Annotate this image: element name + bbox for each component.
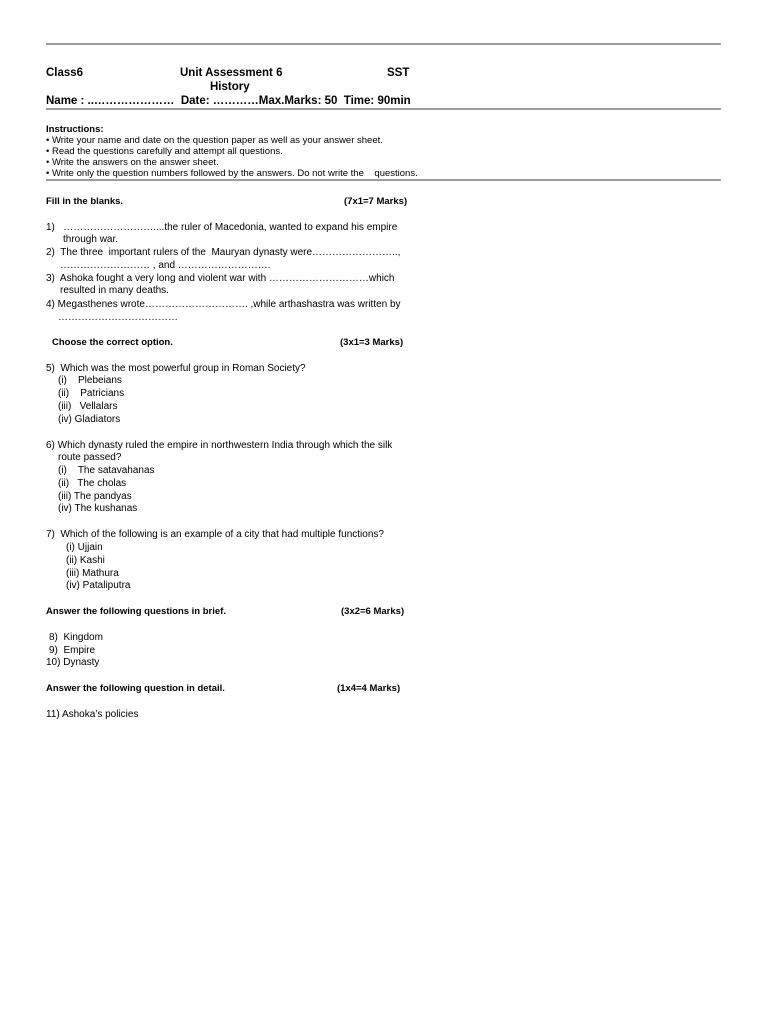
question-line: 3) Ashoka fought a very long and violent war with …………………………which (46, 273, 395, 284)
question-line: 8) Kingdom (49, 632, 103, 643)
question-line: 1) ………………………....the ruler of Macedonia, wanted to expand his empire (46, 222, 398, 233)
question-line: 9) Empire (49, 645, 96, 656)
option-item: (i) Ujjain (66, 542, 103, 553)
section-heading: Answer the following questions in brief. (46, 606, 226, 617)
header-rule (46, 108, 721, 110)
option-item: (ii) The cholas (58, 478, 127, 489)
section-marks: (3x1=3 Marks) (340, 337, 404, 348)
question-line: ……………………………… (58, 312, 178, 323)
question-line: 2) The three important rulers of the Mauryan dynasty were…………………….., (46, 247, 401, 258)
option-item: (iv) Pataliputra (66, 580, 131, 591)
section-marks: (7x1=7 Marks) (344, 196, 408, 207)
question-line: route passed? (58, 452, 122, 463)
question-line: 7) Which of the following is an example of a city that had multiple functions? (46, 529, 384, 540)
question-line: through war. (63, 234, 119, 245)
assessment-title: Unit Assessment 6 (180, 67, 283, 79)
section-heading: Choose the correct option. (52, 337, 173, 348)
question-line: ……………………… , and ………………………. (60, 260, 271, 271)
question-line: 6) Which dynasty ruled the empire in northwestern India through which the silk (46, 440, 393, 451)
option-item: (iii) The pandyas (58, 491, 132, 502)
class-label: Class6 (46, 67, 84, 79)
option-item: (i) Plebeians (58, 375, 122, 386)
instruction-item: • Write only the question numbers followed by the answers. Do not write the questions. (46, 168, 418, 179)
instructions-rule (46, 179, 721, 181)
question-line: 5) Which was the most powerful group in Roman Society? (46, 363, 306, 374)
instruction-item: • Read the questions carefully and attempt all questions. (46, 146, 283, 157)
option-item: (iv) The kushanas (58, 503, 138, 514)
section-marks: (1x4=4 Marks) (337, 683, 401, 694)
option-item: (iii) Vellalars (58, 401, 118, 412)
details-line: Name : ..………………… Date: …………Max.Marks: 50 Time: 90min (46, 95, 411, 107)
option-item: (ii) Patricians (58, 388, 125, 399)
top-rule (46, 43, 721, 45)
instructions-heading: Instructions: (46, 124, 104, 135)
instruction-item: • Write the answers on the answer sheet. (46, 157, 219, 168)
question-line: 11) Ashoka’s policies (46, 709, 139, 720)
question-line: 10) Dynasty (46, 657, 100, 668)
section-heading: Answer the following question in detail. (46, 683, 225, 694)
section-marks: (3x2=6 Marks) (341, 606, 405, 617)
option-item: (ii) Kashi (66, 555, 105, 566)
question-line: 4) Megasthenes wrote…………………………. ,while arthashastra was written by (46, 299, 401, 310)
instruction-item: • Write your name and date on the question paper as well as your answer sheet. (46, 135, 383, 146)
subject-label: SST (387, 67, 410, 79)
section-heading: Fill in the blanks. (46, 196, 124, 207)
option-item: (iii) Mathura (66, 568, 119, 579)
option-item: (i) The satavahanas (58, 465, 155, 476)
question-line: resulted in many deaths. (60, 285, 169, 296)
sub-title: History (210, 81, 250, 93)
option-item: (iv) Gladiators (58, 414, 121, 425)
